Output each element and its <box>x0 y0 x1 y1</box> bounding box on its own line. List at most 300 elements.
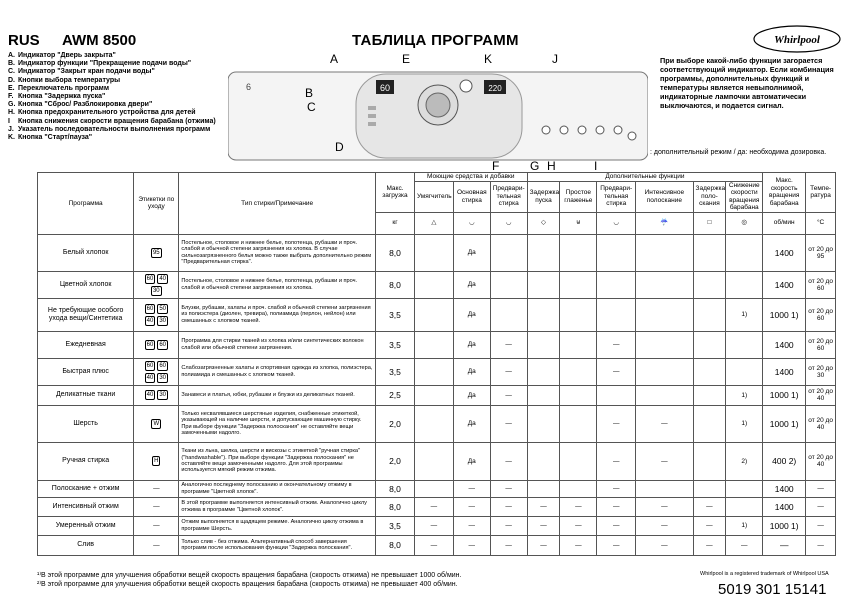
cell-main: Да <box>453 405 490 442</box>
cell-f2 <box>560 234 597 271</box>
cell-f6 <box>726 497 763 516</box>
program-description: В этой программе выполняется интенсивный отжим. Аналогично циклу отжима в программе "Цветной хлопок". <box>179 497 376 516</box>
cell-f5 <box>693 271 726 298</box>
cell-f4 <box>636 480 693 497</box>
legend-key: A. <box>8 52 15 59</box>
legend-key: I <box>8 117 10 125</box>
document-code: 5019 301 15141 <box>718 581 827 598</box>
shower-icon: ☔ <box>636 212 693 234</box>
legend-key: J. <box>8 125 14 133</box>
temperature-range: от 20 до 95 <box>806 234 836 271</box>
cell-soft: — <box>414 535 453 555</box>
cell-main: Да <box>453 234 490 271</box>
th-rinsestop: Задержка поло-скания <box>693 181 726 212</box>
table-row <box>38 385 836 405</box>
th-rinse-hold: Задержка пуска <box>527 181 560 212</box>
cell-f5 <box>693 480 726 497</box>
th-load-unit: кг <box>376 212 415 234</box>
cell-f4 <box>636 331 693 358</box>
brand-logo <box>752 24 842 54</box>
table-row <box>38 535 836 555</box>
temperature-range: от 20 до 40 <box>806 405 836 442</box>
cell-f3 <box>597 234 636 271</box>
cell-soft <box>414 271 453 298</box>
page-title: ТАБЛИЦА ПРОГРАММ <box>352 32 519 49</box>
legend-key: C. <box>8 68 15 76</box>
th-intense: Интенсивное полоскание <box>636 181 693 212</box>
cell-f1 <box>527 358 560 385</box>
table-row <box>38 271 836 298</box>
cell-f6: 1) <box>726 385 763 405</box>
program-description: Ткани из льна, шелка, шерсти и вискозы с этикеткой "ручная стирка" ("handwashable"). При выборе функции "Задержка полоскания" не оставляйте вещи замоченными надолго. Для этой программы используется мягкий режим отжима. <box>179 442 376 480</box>
temperature-range: — <box>806 497 836 516</box>
cell-f5: — <box>693 497 726 516</box>
table-row <box>38 497 836 516</box>
care-label: — <box>153 522 160 529</box>
care-labels <box>134 234 179 271</box>
callout-i: I <box>594 159 598 173</box>
program-name: Деликатные ткани <box>38 385 134 405</box>
max-load: 8,0 <box>376 535 415 555</box>
care-label: 60 <box>159 341 166 348</box>
cell-f1 <box>527 385 560 405</box>
table-row <box>38 405 836 442</box>
legend-item <box>8 77 228 85</box>
cell-pre: — <box>490 535 527 555</box>
legend-text: Указатель последовательности выполнения программ <box>18 125 211 133</box>
care-label: — <box>153 485 160 492</box>
table-row <box>38 298 836 331</box>
cell-f2 <box>560 271 597 298</box>
delay-icon: ◇ <box>527 212 560 234</box>
th-softener: Умягчитель <box>414 181 453 212</box>
tub-icon: □ <box>693 212 726 234</box>
cell-f4 <box>636 271 693 298</box>
cell-f5 <box>693 385 726 405</box>
program-description: Только слив - без отжима. Альтернативный способ завершения программ после использования функции "Задержка полоскания". <box>179 535 376 555</box>
function-note: При выборе какой-либо функции загорается соответствующий индикатор. Если комбинация программы, дополнительных функций и температуры является невыполнимой, индикаторные лампочки автоматически выключаются, и подается сигнал. <box>660 56 834 110</box>
care-label: 60 <box>146 362 154 369</box>
cell-f6: 1) <box>726 516 763 535</box>
cell-f2 <box>560 331 597 358</box>
softener-icon: △ <box>414 212 453 234</box>
care-label: 95 <box>152 249 160 256</box>
cell-f4 <box>636 385 693 405</box>
th-labels: Этикетки по уходу <box>134 173 179 235</box>
max-spin: 1000 1) <box>763 385 806 405</box>
legend-text: Кнопка "Сброс/ Разблокировка двери" <box>18 101 153 109</box>
footnote-1: ¹⁾В этой программе для улучшения обработки вещей скорость вращения барабана (скорость отжима) не превышает 1000 об/мин. <box>37 572 462 579</box>
max-spin: — <box>763 535 806 555</box>
cell-soft: — <box>414 516 453 535</box>
care-labels <box>134 298 179 331</box>
program-description: Только несвалявшиеся шерстяные изделия, снабженные этикеткой, указывающей на наличие шерсти, и допускающие машинную стирку. При выборе функции "Задержка полоскания" не оставляйте вещи замоченными надолго. <box>179 405 376 442</box>
care-label: 40 <box>146 392 154 398</box>
temperature-range: от 20 до 60 <box>806 331 836 358</box>
program-name: Белый хлопок <box>38 234 134 271</box>
program-name: Быстрая плюс <box>38 358 134 385</box>
temperature-range: от 20 до 60 <box>806 271 836 298</box>
th-program: Программа <box>38 173 134 235</box>
cell-f3: — <box>597 480 636 497</box>
cell-f1 <box>527 271 560 298</box>
care-labels <box>134 442 179 480</box>
cell-f3: — <box>597 497 636 516</box>
cell-f5 <box>693 298 726 331</box>
max-spin: 1000 1) <box>763 405 806 442</box>
program-name: Цветной хлопок <box>38 271 134 298</box>
cell-main: — <box>453 535 490 555</box>
th-type: Тип стирки/Примечание <box>179 173 376 235</box>
care-label: 30 <box>159 374 166 381</box>
care-label: 60 <box>159 362 166 369</box>
spin-icon: ◎ <box>726 212 763 234</box>
care-labels <box>134 480 179 497</box>
cell-f3 <box>597 271 636 298</box>
program-description: Постельное, столовое и нижнее белье, полотенца, рубашки и проч. слабой и обычной степени загрязнения из хлопка. В случае сильнозагрязненного белья можно также выбрать дополнительно режим "Предварительная стирка". <box>179 234 376 271</box>
max-load: 2,0 <box>376 442 415 480</box>
cell-f2: — <box>560 535 597 555</box>
legend-item <box>8 52 228 60</box>
legend-key: H. <box>8 109 15 117</box>
care-label: 30 <box>152 287 160 294</box>
cell-f6: 2) <box>726 442 763 480</box>
cell-f4: — <box>636 442 693 480</box>
program-name: Шерсть <box>38 405 134 442</box>
max-spin: 1000 1) <box>763 516 806 535</box>
legend-item <box>8 68 228 76</box>
care-label: 60 <box>146 305 154 312</box>
th-temp-unit: °С <box>806 212 836 234</box>
cell-f1 <box>527 480 560 497</box>
cell-f2 <box>560 442 597 480</box>
cell-f3: — <box>597 535 636 555</box>
legend-key: E. <box>8 84 15 92</box>
iron-icon: ⊎ <box>560 212 597 234</box>
temperature-range: — <box>806 535 836 555</box>
program-table <box>37 172 836 556</box>
cell-f3: — <box>597 516 636 535</box>
cell-main: Да <box>453 331 490 358</box>
care-labels <box>134 385 179 405</box>
cell-f4 <box>636 234 693 271</box>
th-prewash: Предвари-тельная стирка <box>597 181 636 212</box>
max-spin: 1400 <box>763 271 806 298</box>
max-load: 8,0 <box>376 480 415 497</box>
control-panel-illustration <box>228 70 648 162</box>
program-name: Ежедневная <box>38 331 134 358</box>
max-load: 2,5 <box>376 385 415 405</box>
care-label: 40 <box>146 317 154 324</box>
legend-text: Кнопка "Старт/пауза" <box>18 134 93 142</box>
th-easy: Простое глаженье <box>560 181 597 212</box>
cell-f2 <box>560 385 597 405</box>
cell-f4: — <box>636 535 693 555</box>
cell-f5 <box>693 442 726 480</box>
th-spinred: Снижение скорости вращения барабана <box>726 181 763 212</box>
callout-g: G <box>530 159 540 173</box>
callout-c: C <box>307 100 316 114</box>
cell-f2 <box>560 298 597 331</box>
footnote-2: ²⁾В этой программе для улучшения обработки вещей скорость вращения барабана (скорость отжима) не превышает 400 об/мин. <box>37 581 458 588</box>
max-load: 3,5 <box>376 516 415 535</box>
legend-text: Индикатор функции "Прекращение подачи воды" <box>18 60 192 68</box>
program-description: Постельное, столовое и нижнее белье, полотенца, рубашки и проч. слабой и обычной степени загрязнения из хлопка. <box>179 271 376 298</box>
program-name: Полоскание + отжим <box>38 480 134 497</box>
th-detergents: Моющие средства и добавки <box>414 173 527 182</box>
prewash-icon: ◡ <box>490 212 527 234</box>
right-display-value: 220 <box>488 84 502 93</box>
cell-f1 <box>527 331 560 358</box>
cell-f2: — <box>560 516 597 535</box>
table-row <box>38 442 836 480</box>
cell-main: Да <box>453 442 490 480</box>
cell-f1: — <box>527 497 560 516</box>
cell-pre: — <box>490 516 527 535</box>
program-description: Занавеси и платья, юбки, рубашки и блузки из деликатных тканей. <box>179 385 376 405</box>
callout-b: B <box>305 86 314 100</box>
cell-f6: — <box>726 535 763 555</box>
max-load: 3,5 <box>376 298 415 331</box>
cell-pre: — <box>490 497 527 516</box>
cell-soft <box>414 405 453 442</box>
table-row <box>38 234 836 271</box>
program-description: Слабозагрязненные халаты и спортивная одежда из хлопка, полиэстера, полиамида и смешанных с хлопком тканей. <box>179 358 376 385</box>
cell-f3: — <box>597 405 636 442</box>
cell-main: Да <box>453 271 490 298</box>
left-display-value: 60 <box>379 83 391 93</box>
program-description: Блузки, рубашки, халаты и проч. слабой и обычной степени загрязнения из полиэстера (диолен, тревира), полиамида (перлон, нейлон) или смешанных с хлопком тканей. <box>179 298 376 331</box>
th-spin: Макс. скорость вращения барабана <box>763 173 806 213</box>
legend-item <box>8 134 228 142</box>
cell-f6: 1) <box>726 405 763 442</box>
cell-f5 <box>693 358 726 385</box>
program-name: Ручная стирка <box>38 442 134 480</box>
program-name: Слив <box>38 535 134 555</box>
program-description: Программа для стирки тканей из хлопка и/или синтетических волокон слабой или обычной степени загрязнения. <box>179 331 376 358</box>
legend-text: Переключатель программ <box>18 84 110 92</box>
th-temp: Темпе-ратура <box>806 173 836 213</box>
care-label: 60 <box>146 341 154 348</box>
cell-main: — <box>453 497 490 516</box>
cell-f4: — <box>636 516 693 535</box>
max-spin: 1000 1) <box>763 298 806 331</box>
cell-f4 <box>636 298 693 331</box>
legend-key: F. <box>8 93 14 101</box>
trademark-note: Whirlpool is a registered trademark of Whirlpool USA <box>700 571 829 577</box>
legend-item <box>8 85 228 93</box>
max-load: 8,0 <box>376 497 415 516</box>
max-spin: 1400 <box>763 331 806 358</box>
legend-item <box>8 118 228 126</box>
care-labels <box>134 516 179 535</box>
max-load: 2,0 <box>376 405 415 442</box>
max-spin: 1400 <box>763 480 806 497</box>
cell-soft <box>414 358 453 385</box>
program-description: Отжим выполняется в щадящем режиме. Аналогично циклу отжима в программе Шерсть. <box>179 516 376 535</box>
max-spin: 1400 <box>763 234 806 271</box>
care-label: 40 <box>146 374 154 381</box>
legend-key: B. <box>8 60 15 68</box>
cell-f5 <box>693 234 726 271</box>
legend-text: Кнопка снижения скорости вращения барабана (отжима) <box>18 117 216 125</box>
cell-f6 <box>726 358 763 385</box>
cell-f1: — <box>527 535 560 555</box>
table-row <box>38 480 836 497</box>
cell-f4 <box>636 358 693 385</box>
cell-f1 <box>527 405 560 442</box>
legend-item <box>8 109 228 117</box>
cell-f6 <box>726 234 763 271</box>
legend-key: D. <box>8 76 15 84</box>
table-row <box>38 516 836 535</box>
legend-list <box>8 52 228 142</box>
max-load: 3,5 <box>376 331 415 358</box>
legend-key: K. <box>8 134 15 142</box>
cell-pre: — <box>490 405 527 442</box>
cell-soft <box>414 298 453 331</box>
cell-soft <box>414 234 453 271</box>
cell-pre: — <box>490 358 527 385</box>
legend-item <box>8 93 228 101</box>
care-label: W <box>153 420 160 427</box>
callout-j: J <box>552 52 558 66</box>
legend-text: Кнопки выбора температуры <box>18 76 121 84</box>
callout-f: F <box>492 159 500 173</box>
model-name: AWM 8500 <box>62 32 137 49</box>
cell-f1 <box>527 234 560 271</box>
care-labels <box>134 405 179 442</box>
program-name: Умеренный отжим <box>38 516 134 535</box>
temperature-range: от 20 до 60 <box>806 298 836 331</box>
temperature-range: от 20 до 40 <box>806 442 836 480</box>
cell-pre: — <box>490 331 527 358</box>
cell-f5: — <box>693 535 726 555</box>
callout-h: H <box>547 159 556 173</box>
cell-f4: — <box>636 405 693 442</box>
brand-logo-text: Whirlpool <box>774 34 820 46</box>
cell-main: — <box>453 480 490 497</box>
care-label: H <box>154 458 159 464</box>
program-name: Интенсивный отжим <box>38 497 134 516</box>
care-labels <box>134 331 179 358</box>
lang-code: RUS <box>8 32 40 49</box>
cell-f2: — <box>560 497 597 516</box>
th-main: Основная стирка <box>453 181 490 212</box>
program-description: Аналогично последнему полосканию и окончательному отжиму в программе "Цветной хлопок". <box>179 480 376 497</box>
cell-f1 <box>527 442 560 480</box>
temperature-range: — <box>806 516 836 535</box>
callout-a: A <box>330 52 339 66</box>
temperature-range: от 20 до 30 <box>806 358 836 385</box>
max-spin: 1400 <box>763 358 806 385</box>
main-wash-icon: ◡ <box>453 212 490 234</box>
callout-k: K <box>484 52 493 66</box>
th-extra: Дополнительные функции <box>527 173 763 182</box>
legend-text: Индикатор "Дверь закрыта" <box>18 52 116 59</box>
cell-main: Да <box>453 385 490 405</box>
prewash-extra-icon: ◡ <box>597 212 636 234</box>
care-labels <box>134 358 179 385</box>
th-pre: Предвари-тельная стирка <box>490 181 527 212</box>
cell-pre: — <box>490 480 527 497</box>
care-labels <box>134 497 179 516</box>
temperature-range: — <box>806 480 836 497</box>
cell-f4: — <box>636 497 693 516</box>
cell-f5 <box>693 331 726 358</box>
cell-f6: 1) <box>726 298 763 331</box>
cell-main: Да <box>453 358 490 385</box>
callout-d: D <box>335 140 344 154</box>
max-spin: 400 2) <box>763 442 806 480</box>
cell-f6 <box>726 480 763 497</box>
cell-pre: — <box>490 442 527 480</box>
cell-soft <box>414 442 453 480</box>
cell-main: — <box>453 516 490 535</box>
cell-f5: — <box>693 516 726 535</box>
care-label: 30 <box>159 317 166 324</box>
program-name: Не требующие особого ухода вещи/Синтетика <box>38 298 134 331</box>
th-spin-unit: об/мин <box>763 212 806 234</box>
cell-soft <box>414 331 453 358</box>
cell-f1: — <box>527 516 560 535</box>
care-label: 50 <box>159 305 166 312</box>
care-label: 30 <box>159 392 166 398</box>
care-label: — <box>153 503 160 510</box>
legend-key: G. <box>8 101 16 109</box>
legend-text: Кнопка предохранительного устройства для детей <box>18 109 196 117</box>
table-row <box>38 331 836 358</box>
cell-f2 <box>560 480 597 497</box>
table-row <box>38 358 836 385</box>
legend-text: Кнопка "Задержка пуска" <box>18 93 106 101</box>
care-label: — <box>153 541 160 549</box>
max-load: 3,5 <box>376 358 415 385</box>
cell-soft: — <box>414 497 453 516</box>
max-load: 8,0 <box>376 234 415 271</box>
cell-soft <box>414 385 453 405</box>
max-spin: 1400 <box>763 497 806 516</box>
care-labels <box>134 535 179 555</box>
cell-f2 <box>560 405 597 442</box>
cell-f5 <box>693 405 726 442</box>
dosage-note: : дополнительный режим / да: необходима дозировка. <box>650 149 827 156</box>
cell-f6 <box>726 271 763 298</box>
cell-f6 <box>726 331 763 358</box>
cell-pre <box>490 298 527 331</box>
legend-item <box>8 60 228 68</box>
svg-text:6: 6 <box>246 82 252 92</box>
care-labels <box>134 271 179 298</box>
cell-f1 <box>527 298 560 331</box>
th-load: Макс. загрузка <box>376 173 415 213</box>
start-pause-knob <box>460 80 472 92</box>
cell-f3: — <box>597 331 636 358</box>
temperature-range: от 20 до 40 <box>806 385 836 405</box>
cell-pre: — <box>490 385 527 405</box>
cell-soft <box>414 480 453 497</box>
cell-f3 <box>597 385 636 405</box>
care-label: 60 <box>146 275 154 282</box>
legend-item <box>8 126 228 134</box>
cell-main: Да <box>453 298 490 331</box>
callout-e: E <box>402 52 411 66</box>
legend-text: Индикатор "Закрыт кран подачи воды" <box>18 68 155 76</box>
cell-f3: — <box>597 442 636 480</box>
cell-pre <box>490 234 527 271</box>
cell-f2 <box>560 358 597 385</box>
cell-f3: — <box>597 358 636 385</box>
